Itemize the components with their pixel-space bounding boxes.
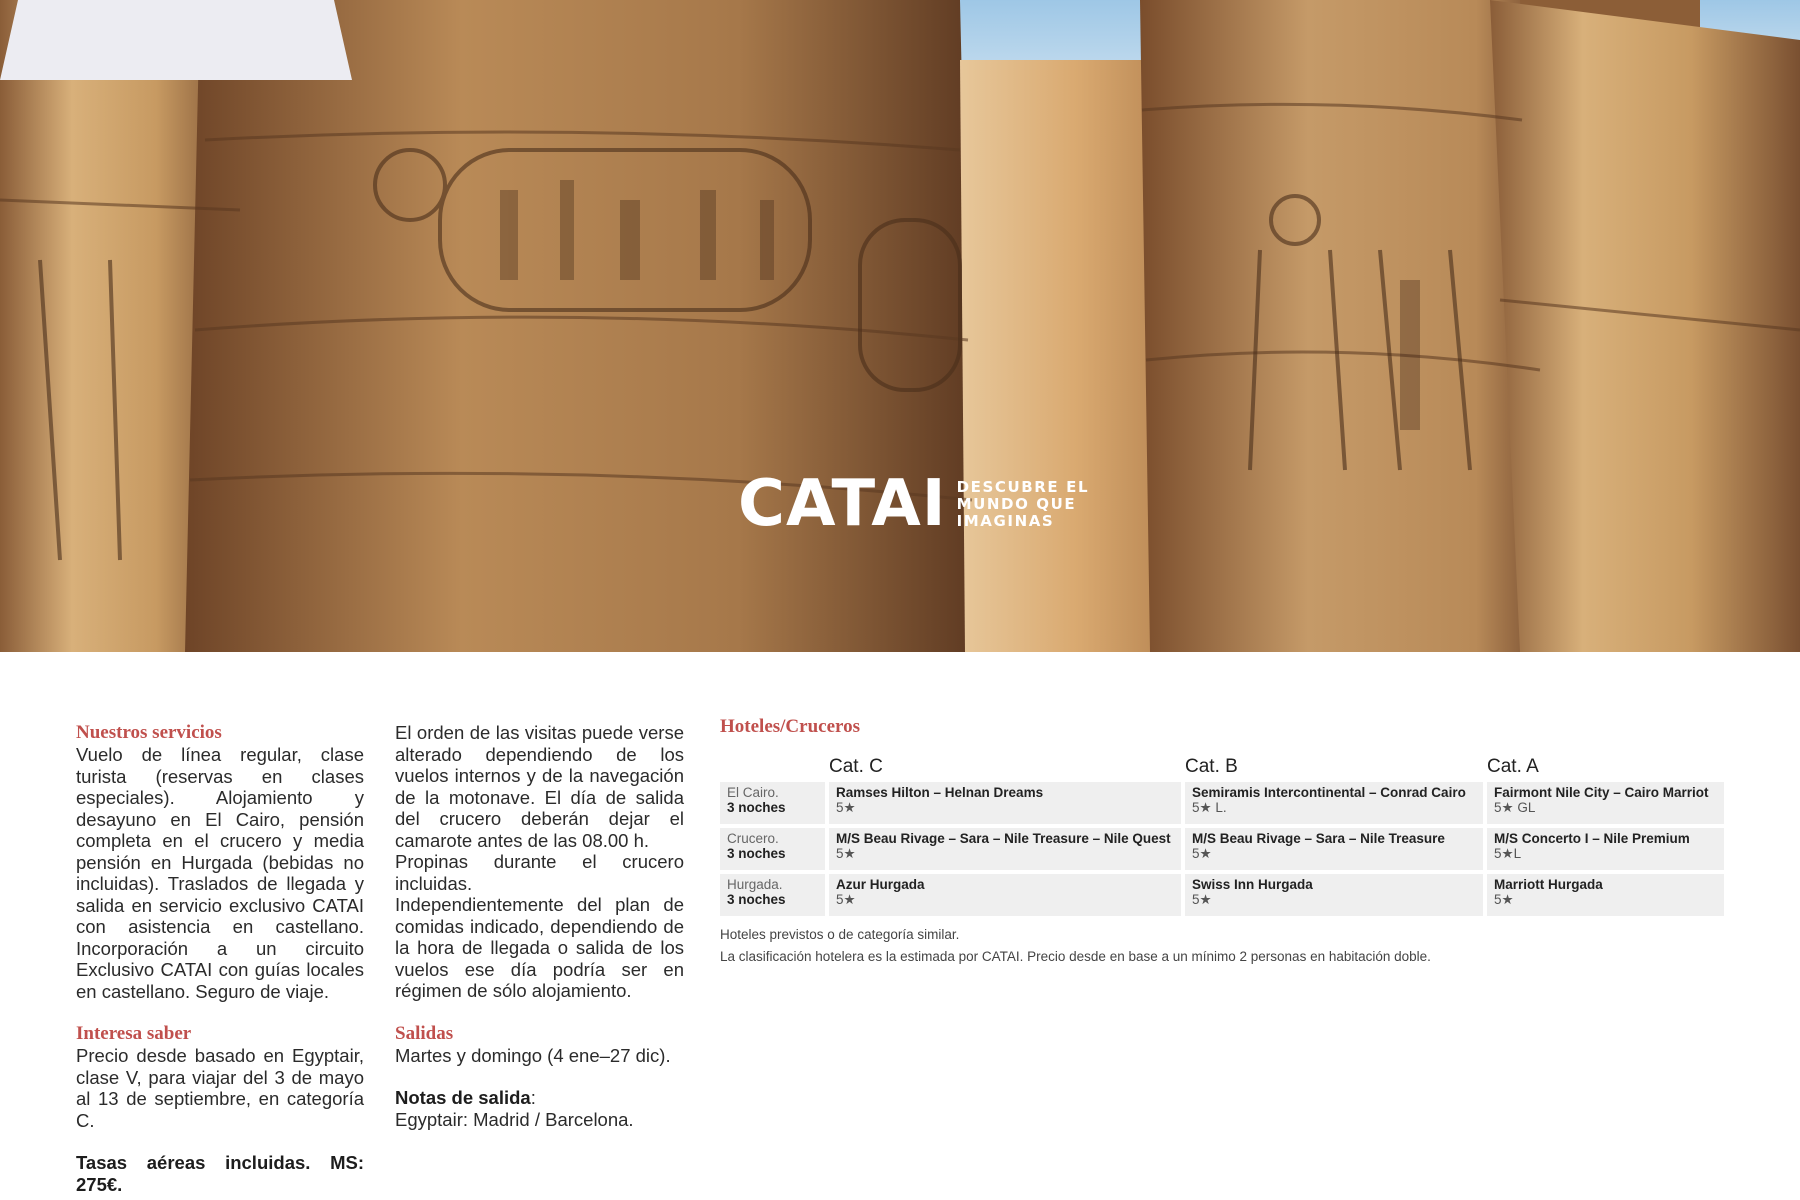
header-cat-a: Cat. A [1487, 756, 1539, 777]
hotel-cell [829, 782, 1181, 824]
hotel-cell [829, 874, 1181, 916]
hotels-section [720, 716, 1730, 968]
logo-tagline [957, 479, 1090, 530]
hotel-category: 5★ [1192, 892, 1212, 907]
hotel-name: Fairmont Nile City – Cairo Marriot [1494, 785, 1709, 800]
propinas-text: Propinas durante el crucero incluidas. [395, 851, 684, 894]
hotel-category: 5★ GL [1494, 800, 1536, 815]
hotel-category: 5★ [1494, 892, 1514, 907]
city-cell [720, 828, 825, 870]
hotel-category: 5★ [1192, 846, 1212, 861]
table-header-row [720, 754, 1724, 778]
hotel-cell [1487, 828, 1724, 870]
city-nights: 3 noches [727, 800, 786, 815]
city-cell [720, 782, 825, 824]
decorative-tab-shape [0, 0, 352, 80]
hotel-name: Ramses Hilton – Helnan Dreams [836, 785, 1044, 800]
salidas-heading: Salidas [395, 1022, 454, 1044]
notas-heading-line [395, 1087, 684, 1109]
hotel-cell [1487, 874, 1724, 916]
city-cell [720, 874, 825, 916]
city-name: El Cairo. [727, 785, 779, 800]
hotels-table [716, 750, 1728, 920]
interesa-text: Precio desde basado en Egyptair, clase V, para viajar del 3 de mayo al 13 de septiembre, en categoría C. [76, 1045, 364, 1131]
hotel-cell [1185, 782, 1483, 824]
salidas-text: Martes y domingo (4 ene–27 dic). [395, 1044, 671, 1066]
hotel-name: M/S Concerto I – Nile Premium [1494, 831, 1690, 846]
servicios-text: Vuelo de línea regular, clase turista (reservas en clases especiales). Alojamiento y desayuno en El Cairo, pensión completa en el crucero y media pensión en Hurgada (bebidas no incluidas). Traslados de llegada y salida en servicio exclusivo CATAI con asistencia en castellano. Incorporación a un circuito Exclusivo CATAI con guías locales en castellano. Seguro de viaje. [76, 744, 364, 1002]
tagline-line-1: DESCUBRE EL [956, 477, 1090, 496]
hotel-category: 5★ [836, 800, 856, 815]
hotel-cell [1185, 874, 1483, 916]
hotel-name: Semiramis Intercontinental – Conrad Cairo [1192, 785, 1466, 800]
hotel-cell [829, 828, 1181, 870]
hotel-category: 5★ L. [1192, 800, 1227, 815]
hotels-heading: Hoteles/Cruceros [720, 716, 860, 737]
table-row [720, 874, 1724, 916]
tagline-line-3: IMAGINAS [956, 511, 1055, 530]
tagline-line-2: MUNDO QUE [956, 494, 1077, 513]
city-name: Crucero. [727, 831, 779, 846]
city-nights: 3 noches [727, 846, 786, 861]
header-cat-c: Cat. C [829, 756, 883, 777]
hotels-note-1: Hoteles previstos o de categoría similar. [720, 927, 960, 942]
hotel-name: M/S Beau Rivage – Sara – Nile Treasure [1192, 831, 1445, 846]
independiente-text: Independientemente del plan de comidas indicado, dependiendo de la hora de llegada o salida de los vuelos ese día podría ser en régimen de sólo alojamiento. [395, 894, 684, 1001]
orden-text: El orden de las visitas puede verse alterado dependiendo de los vuelos internos y de la navegación de la motonave. El día de salida del crucero deberán dejar el camarote antes de las 08.00 h. [395, 722, 684, 851]
hotel-name: Marriott Hurgada [1494, 877, 1603, 892]
hotel-cell [1487, 782, 1724, 824]
empty-header [720, 754, 825, 778]
header-cat-b: Cat. B [1185, 756, 1238, 777]
hotel-name: M/S Beau Rivage – Sara – Nile Treasure – Nile Quest [836, 831, 1171, 846]
hotel-name: Swiss Inn Hurgada [1192, 877, 1313, 892]
hotel-cell [1185, 828, 1483, 870]
hotels-note-2: La clasificación hotelera es la estimada por CATAI. Precio desde en base a un mínimo 2 personas en habitación doble. [720, 949, 1431, 964]
hotels-notes [720, 924, 1730, 968]
catai-logo [738, 467, 1090, 541]
city-name: Hurgada. [727, 877, 783, 892]
table-row [720, 782, 1724, 824]
hotel-category: 5★ [836, 846, 856, 861]
servicios-heading: Nuestros servicios [76, 722, 222, 743]
services-column [76, 722, 364, 1195]
info-column [395, 722, 684, 1130]
notas-colon: : [530, 1087, 536, 1108]
hotel-category: 5★ [836, 892, 856, 907]
tasas-text: Tasas aéreas incluidas. MS: 275€. [76, 1152, 364, 1195]
notas-heading: Notas de salida [395, 1087, 531, 1108]
table-row [720, 828, 1724, 870]
hotel-name: Azur Hurgada [836, 877, 925, 892]
interesa-heading: Interesa saber [76, 1023, 192, 1044]
hotel-category: 5★L [1494, 846, 1522, 861]
city-nights: 3 noches [727, 892, 786, 907]
logo-wordmark: CATAI [738, 467, 947, 541]
notas-text: Egyptair: Madrid / Barcelona. [395, 1108, 634, 1130]
